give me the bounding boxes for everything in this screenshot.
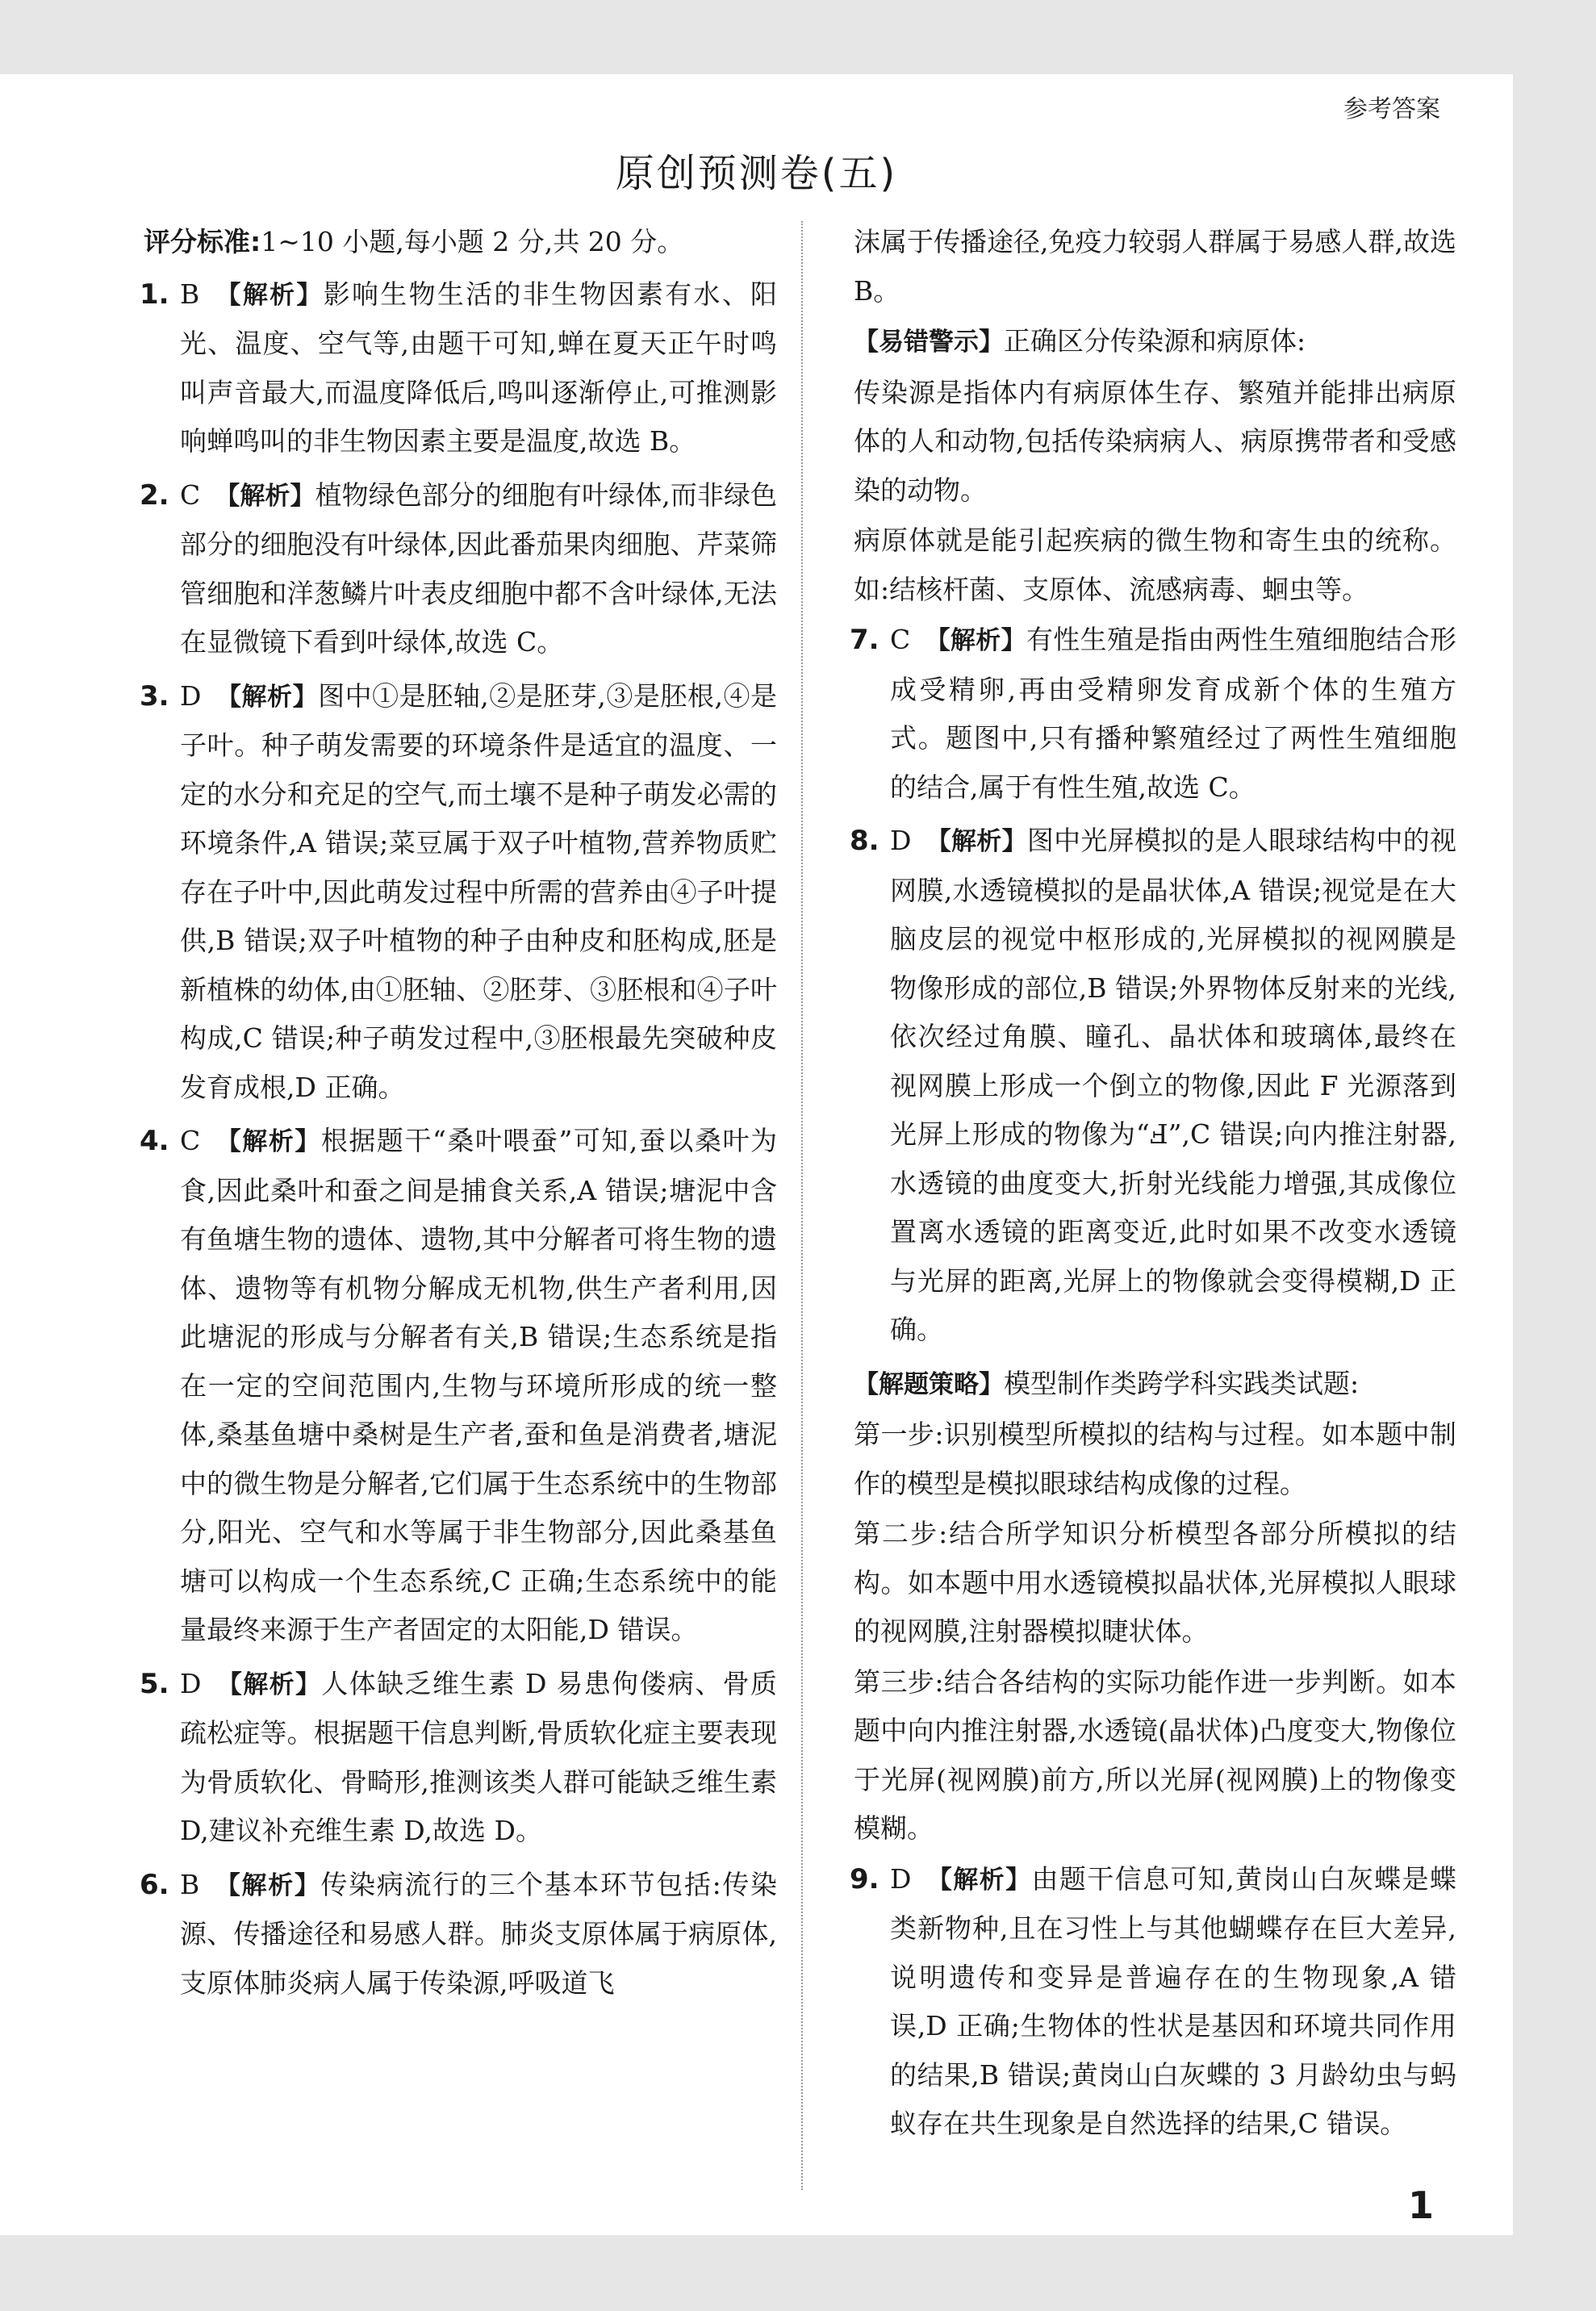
question-8 — [850, 817, 1457, 1355]
analysis-tag: 【解析】 — [215, 1127, 321, 1156]
analysis-tag: 【解析】 — [214, 1870, 321, 1900]
question-number: 5. — [140, 1667, 169, 1700]
answer-letter: D — [890, 1862, 912, 1895]
strategy-note-heading — [854, 1360, 1456, 1410]
header-tag: 参考答案 — [1343, 95, 1440, 123]
question-4 — [140, 1117, 778, 1655]
answer-letter: D — [180, 1667, 202, 1699]
strategy-step-2: 第二步:结合所学知识分析模型各部分所模拟的结构。如本题中用水透镜模拟晶状体,光屏模拟人眼球的视网膜,注射器模拟睫状体。 — [854, 1518, 1456, 1647]
answer-sheet-page — [0, 74, 1513, 2235]
analysis-tag: 【解析】 — [215, 1670, 322, 1699]
question-6-continued: 沫属于传播途径,免疫力较弱人群属于易感人群,故选 B。 — [854, 226, 1456, 307]
mistake-note-p1: 传染源是指体内有病原体生存、繁殖并能排出病原体的人和动物,包括传染病病人、病原携带者和受感染的动物。 — [854, 376, 1456, 506]
page-title: 原创预测卷(五) — [615, 151, 898, 196]
analysis-text: 图中①是胚轴,②是胚芽,③是胚根,④是子叶。种子萌发需要的环境条件是适宜的温度、一定的水分和充足的空气,而土壤不是种子萌发必需的环境条件,A 错误;菜豆属于双子叶植物,营养物质贮存在子叶中,因此萌发过程中所需的营养由④子叶提供,B 错误;双子叶植物的种子由种皮和胚构成,胚是新植株的幼体,由①胚轴、②胚芽、③胚根和④子叶构成,C 错误;种子萌发过程中,③胚根最先突破种皮发育成根,D 正确。 — [180, 679, 777, 1103]
analysis-text: 有性生殖是指由两性生殖细胞结合形成受精卵,再由受精卵发育成新个体的生殖方式。题图中,只有播种繁殖经过了两性生殖细胞的结合,属于有性生殖,故选 C。 — [890, 624, 1456, 803]
question-1 — [140, 270, 778, 466]
analysis-tag: 【解析】 — [925, 1865, 1032, 1895]
analysis-text: 传染病流行的三个基本环节包括:传染源、传播途径和易感人群。肺炎支原体属于病原体,支原体肺炎病人属于传染源,呼吸道飞 — [180, 1868, 778, 1999]
answer-letter: B — [180, 1868, 200, 1900]
analysis-tag: 【解析】 — [925, 827, 1027, 856]
analysis-tag: 【解析】 — [925, 626, 1026, 655]
answer-letter: D — [890, 825, 912, 856]
question-number: 2. — [140, 478, 169, 512]
answer-letter: C — [180, 478, 201, 511]
analysis-tag: 【解析】 — [214, 280, 324, 310]
answer-letter: C — [180, 1125, 201, 1156]
strategy-step-1: 第一步:识别模型所模拟的结构与过程。如本题中制作的模型是模拟眼球结构成像的过程。 — [854, 1419, 1456, 1499]
left-column — [140, 218, 778, 2012]
analysis-text: 植物绿色部分的细胞有叶绿体,而非绿色部分的细胞没有叶绿体,因此番茄果肉细胞、芹菜筛管细胞和洋葱鳞片叶表皮细胞中都不含叶绿体,无法在显微镜下看到叶绿体,故选 C。 — [180, 478, 778, 658]
answer-letter: D — [180, 679, 202, 712]
strategy-tag: 【解题策略】 — [854, 1369, 1004, 1399]
analysis-text: 人体缺乏维生素 D 易患佝偻病、骨质疏松症等。根据题干信息判断,骨质软化症主要表现为骨质软化、骨畸形,推测该类人群可能缺乏维生素 D,建议补充维生素 D,故选 D。 — [180, 1667, 778, 1846]
mistake-heading-text: 正确区分传染源和病原体: — [1004, 325, 1306, 357]
criteria-text: 1~10 小题,每小题 2 分,共 20 分。 — [261, 226, 684, 257]
analysis-tag: 【解析】 — [215, 682, 319, 712]
question-7 — [850, 616, 1456, 812]
question-3 — [140, 672, 777, 1113]
mistake-note-heading — [854, 317, 1456, 367]
mistake-tag: 【易错警示】 — [854, 328, 1004, 357]
question-number: 1. — [140, 278, 169, 311]
analysis-text: 由题干信息可知,黄岗山白灰蝶是蝶类新物种,且在习性上与其他蝴蝶存在巨大差异,说明遗传和变异是普遍存在的生物现象,A 错误,D 正确;生物体的性状是基因和环境共同作用的结果,B 错误;黄岗山白灰蝶的 3 月龄幼虫与蚂蚁存在共生现象是自然选择的结果,C 错误。 — [890, 1862, 1456, 2139]
answer-letter: C — [890, 624, 911, 655]
question-number: 4. — [140, 1125, 169, 1157]
strategy-heading-text: 模型制作类跨学科实践类试题: — [1004, 1367, 1360, 1399]
analysis-tag: 【解析】 — [215, 481, 315, 511]
analysis-text: 根据题干“桑叶喂蚕”可知,蚕以桑叶为食,因此桑叶和蚕之间是捕食关系,A 错误;塘泥中含有鱼塘生物的遗体、遗物,其中分解者可将生物的遗体、遗物等有机物分解成无机物,供生产者利用,因此塘泥的形成与分解者有关,B 错误;生态系统是指在一定的空间范围内,生物与环境所形成的统一整体,桑基鱼塘中桑树是生产者,蚕和鱼是消费者,塘泥中的微生物是分解者,它们属于生态系统中的生物部分,阳光、空气和水等属于非生物部分,因此桑基鱼塘可以构成一个生态系统,C 正确;生态系统中的能量最终来源于生产者固定的太阳能,D 错误。 — [180, 1125, 778, 1645]
question-2 — [140, 471, 778, 667]
scoring-criteria — [144, 218, 777, 267]
question-number: 7. — [850, 624, 879, 656]
analysis-text: 图中光屏模拟的是人眼球结构中的视网膜,水透镜模拟的是晶状体,A 错误;视觉是在大脑皮层的视觉中枢形成的,光屏模拟的视网膜是物像形成的部位,B 错误;外界物体反射来的光线,依次经过角膜、瞳孔、晶状体和玻璃体,最终在视网膜上形成一个倒立的物像,因此 F 光源落到光屏上形成的物像为“Ⅎ”,C 错误;向内推注射器,水透镜的曲度变大,折射光线能力增强,其成像位置离水透镜的距离变近,此时如果不改变水透镜与光屏的距离,光屏上的物像就会变得模糊,D 正确。 — [890, 825, 1457, 1345]
question-number: 3. — [140, 679, 169, 713]
strategy-step-3: 第三步:结合各结构的实际功能作进一步判断。如本题中向内推注射器,水透镜(晶状体)凸度变大,物像位于光屏(视网膜)前方,所以光屏(视网膜)上的物像变模糊。 — [854, 1665, 1456, 1844]
analysis-text: 影响生物生活的非生物因素有水、阳光、温度、空气等,由题干可知,蝉在夏天正午时鸣叫声音最大,而温度降低后,鸣叫逐渐停止,可推测影响蝉鸣叫的非生物因素主要是温度,故选 B。 — [180, 278, 778, 457]
question-number: 6. — [140, 1868, 169, 1901]
question-6 — [140, 1861, 778, 2008]
column-divider — [801, 221, 803, 2190]
question-9 — [850, 1855, 1456, 2149]
question-5 — [140, 1660, 778, 1856]
page-number: 1 — [1407, 2184, 1434, 2227]
question-number: 9. — [850, 1862, 879, 1895]
answer-letter: B — [180, 278, 200, 310]
criteria-label: 评分标准: — [144, 226, 261, 257]
question-number: 8. — [850, 825, 879, 857]
mistake-note-p2: 病原体就是能引起疾病的微生物和寄生虫的统称。如:结核杆菌、支原体、流感病毒、蛔虫等。 — [854, 524, 1456, 605]
right-column — [850, 218, 1457, 2154]
